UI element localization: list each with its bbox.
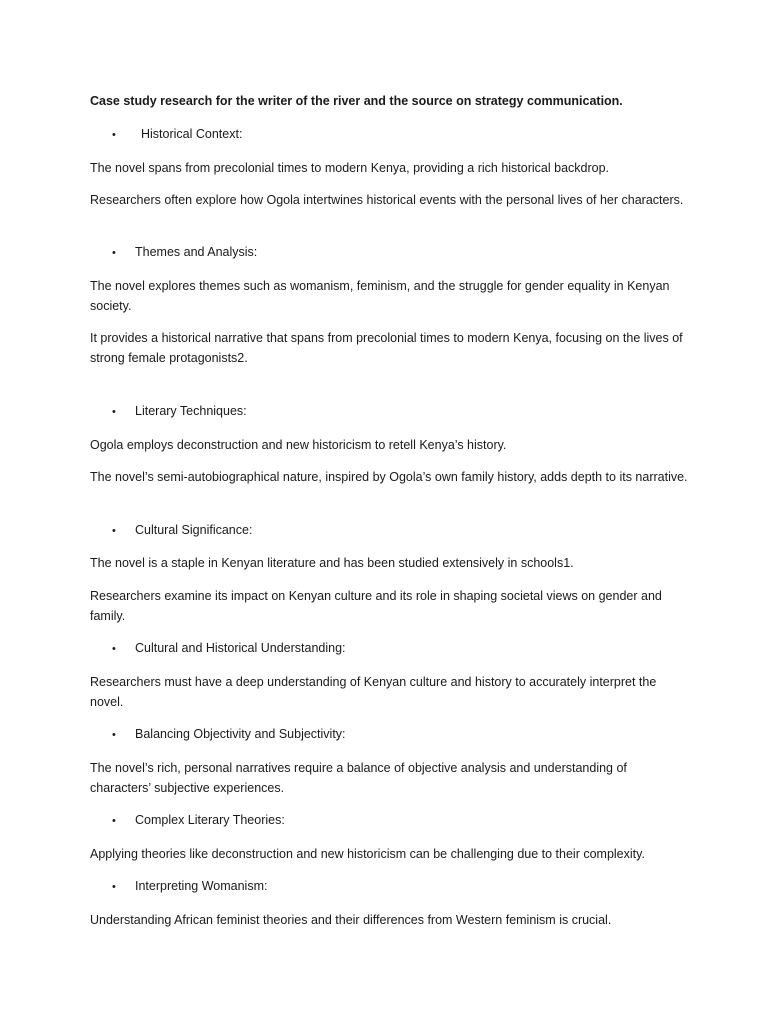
bullet-icon: • [112,525,116,537]
bullet-heading: Balancing Objectivity and Subjectivity: [135,727,346,741]
bullet-heading: Historical Context: [141,127,243,141]
bullet-icon: • [112,815,116,827]
document-title: Case study research for the writer of the river and the source on strategy communication. [90,94,623,108]
bullet-item-interpreting-womanism [112,879,267,893]
bullet-heading: Themes and Analysis: [135,245,258,259]
bullet-heading: Literary Techniques: [135,404,247,418]
paragraph: It provides a historical narrative that spans from precolonial times to modern Kenya, focusing on the lives of strong female protagonists2. [90,331,683,365]
bullet-icon: • [112,129,116,141]
bullet-heading: Complex Literary Theories: [135,813,285,827]
paragraph: Applying theories like deconstruction and new historicism can be challenging due to their complexity. [90,847,645,861]
bullet-item-cultural-historical-understanding [112,641,346,655]
bullet-icon: • [112,247,116,259]
paragraph: The novel explores themes such as womanism, feminism, and the struggle for gender equality in Kenyan society. [90,279,670,313]
bullet-item-historical-context [112,127,242,141]
paragraph: The novel is a staple in Kenyan literature and has been studied extensively in schools1. [90,556,574,570]
bullet-heading: Cultural and Historical Understanding: [135,641,346,655]
paragraph: Researchers must have a deep understanding of Kenyan culture and history to accurately interpret the novel. [90,675,657,709]
bullet-item-balancing-objectivity [112,727,346,741]
paragraph: The novel’s semi-autobiographical nature, inspired by Ogola’s own family history, adds depth to its narrative. [90,470,688,484]
bullet-icon: • [112,881,116,893]
paragraph: The novel’s rich, personal narratives require a balance of objective analysis and understanding of characters’ subjective experiences. [90,761,627,795]
bullet-item-themes-analysis [112,245,257,259]
bullet-icon: • [112,406,116,418]
paragraph: Researchers examine its impact on Kenyan culture and its role in shaping societal views on gender and family. [90,589,662,623]
bullet-item-cultural-significance [112,523,252,537]
bullet-heading: Interpreting Womanism: [135,879,268,893]
bullet-icon: • [112,643,116,655]
bullet-icon: • [112,729,116,741]
paragraph: The novel spans from precolonial times to modern Kenya, providing a rich historical backdrop. [90,161,610,175]
paragraph: Researchers often explore how Ogola intertwines historical events with the personal lives of her characters. [90,193,684,207]
bullet-item-literary-techniques [112,404,247,418]
paragraph: Ogola employs deconstruction and new historicism to retell Kenya’s history. [90,438,507,452]
bullet-heading: Cultural Significance: [135,523,253,537]
bullet-item-complex-literary-theories [112,813,285,827]
paragraph: Understanding African feminist theories and their differences from Western feminism is crucial. [90,913,612,927]
